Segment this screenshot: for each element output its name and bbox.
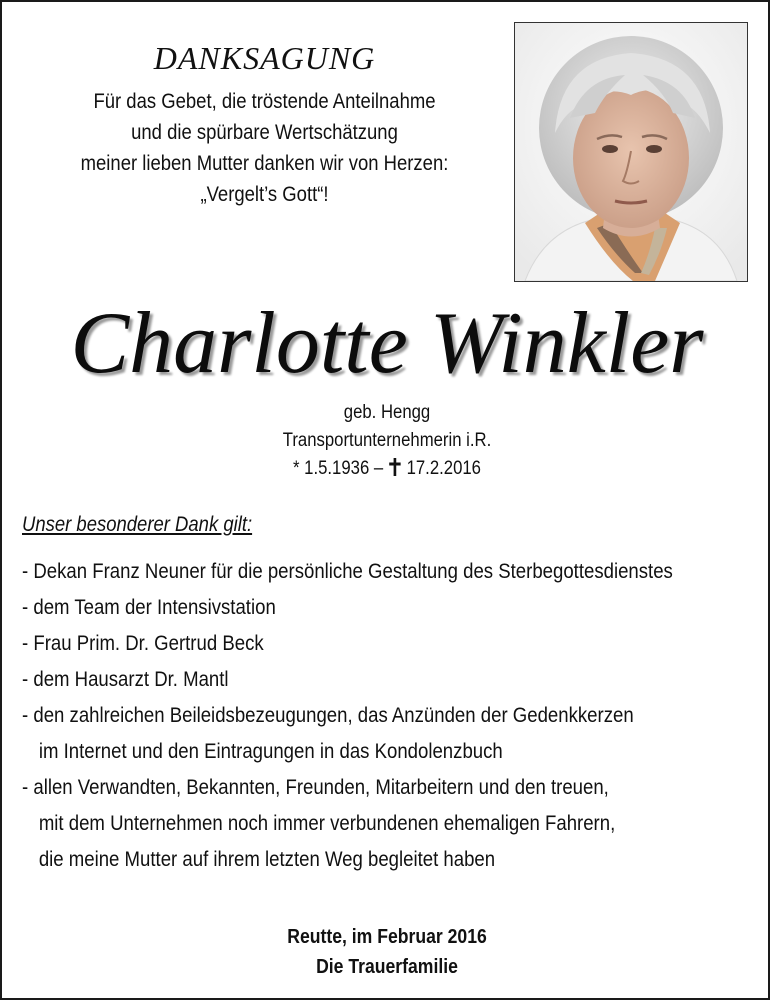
list-item: - allen Verwandten, Bekannten, Freunden, Mitarbeitern und den treuen, xyxy=(22,776,609,799)
portrait-icon xyxy=(515,23,747,281)
header-line: und die spürbare Wertschätzung xyxy=(131,121,398,144)
maiden-name: geb. Hengg xyxy=(343,402,431,423)
list-item: - den zahlreichen Beileidsbezeugungen, das Anzünden der Gedenkkerzen xyxy=(22,704,634,727)
thanks-list xyxy=(22,554,695,878)
signature: Die Trauerfamilie xyxy=(316,956,458,978)
list-item: - Frau Prim. Dr. Gertrud Beck xyxy=(22,632,264,655)
header-line: Für das Gebet, die tröstende Anteilnahme xyxy=(93,90,436,113)
deceased-name: Charlotte Winkler xyxy=(70,295,704,392)
cross-icon xyxy=(388,458,402,476)
death-date: 17.2.2016 xyxy=(406,458,481,479)
birth-date: * 1.5.1936 – xyxy=(293,458,384,479)
portrait-photo xyxy=(514,22,748,282)
list-item: - dem Team der Intensivstation xyxy=(22,596,276,619)
list-item-continuation: mit dem Unternehmen noch immer verbundenen ehemaligen Fahrern, xyxy=(38,812,616,835)
header-line: meiner lieben Mutter danken wir von Herzen: xyxy=(80,152,449,175)
list-item: - Dekan Franz Neuner für die persönliche Gestaltung des Sterbegottesdienstes xyxy=(22,560,673,583)
deceased-details xyxy=(217,399,557,483)
list-item: - dem Hausarzt Dr. Mantl xyxy=(22,668,229,691)
heading: DANKSAGUNG xyxy=(153,40,376,76)
header-line: „Vergelt’s Gott“! xyxy=(200,183,329,206)
footer xyxy=(2,922,770,982)
life-dates xyxy=(237,455,536,483)
place-date: Reutte, im Februar 2016 xyxy=(287,926,487,948)
list-item-continuation: im Internet und den Eintragungen in das Kondolenzbuch xyxy=(38,740,503,763)
header-block xyxy=(22,38,507,210)
list-item-continuation: die meine Mutter auf ihrem letzten Weg begleitet haben xyxy=(38,848,496,871)
occupation: Transportunternehmerin i.R. xyxy=(282,430,492,451)
thanks-title: Unser besonderer Dank gilt: xyxy=(22,513,253,536)
